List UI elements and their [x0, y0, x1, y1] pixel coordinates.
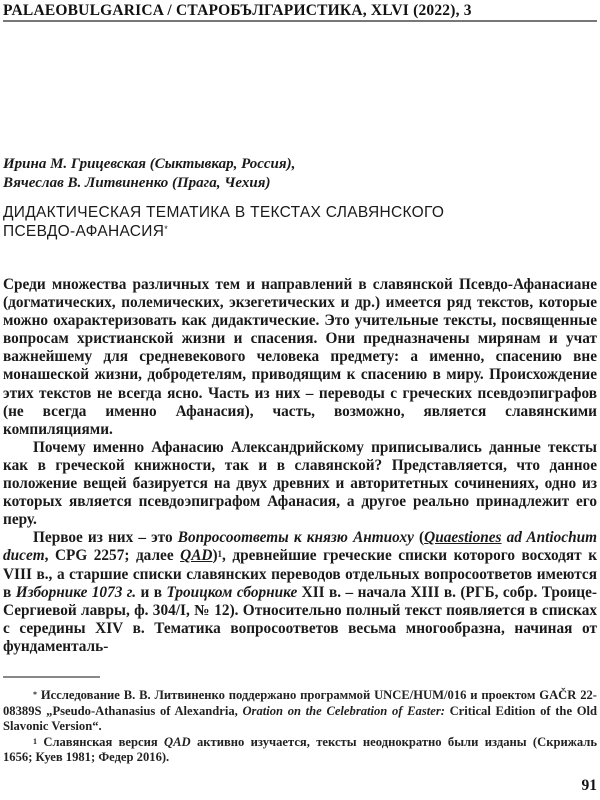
title-line-1: ДИДАКТИЧЕСКАЯ ТЕМАТИКА В ТЕКСТАХ СЛАВЯНСКОГО [3, 204, 445, 221]
footnote-mark: 1 [33, 736, 37, 746]
footnote-star [3, 688, 597, 735]
footnote-mark: * [33, 690, 37, 699]
authors-block [3, 155, 295, 193]
title-footnote-mark[interactable]: * [164, 224, 169, 234]
footnote-ref-1[interactable]: 1 [217, 549, 223, 560]
paragraph-2: Почему именно Афанасию Александрийскому приписывались данные тексты как в греческой книжности, так и в славянской? Представляется, что данное положение вещей базируется на двух древних и авторитетных сочинениях, одно из которых является псевдоэпиграфом Афанасия, а другое реально принадлежит его перу. [3, 438, 597, 529]
title-line-2 [3, 222, 444, 241]
paragraph-3 [3, 529, 597, 656]
author-1: Ирина М. Грицевская (Сыктывкар, Россия), [3, 156, 296, 172]
footnote-text: активно изучается, тексты неоднократно были изданы (Скрижаль 1656; Куев 1981; Федер 2016). [3, 734, 597, 765]
author-2: Вячеслав В. Литвиненко (Прага, Чехия) [3, 175, 271, 191]
p3-text: и в [136, 583, 167, 601]
p3-italic-title: Вопросоответы к князю Антиоху [177, 529, 414, 547]
p3-italic-latin: Quaestiones [424, 529, 502, 547]
footnote-text: Славянская версия [37, 734, 165, 749]
header-rule [3, 20, 597, 22]
p3-text: ) [212, 547, 218, 565]
footnote-text: Critical Edition of the Old Slavonic Version“. [3, 703, 597, 734]
footnote-rule [3, 676, 100, 678]
footnote-text: Исследование В. В. Литвиненко поддержано программой UNCE/HUM/016 и проектом GAČR 22-08389S „Pseudo-Athanasius of Alexandria, [3, 688, 597, 718]
p3-italic-source: Троицком сборнике [166, 583, 298, 601]
paragraph-1: Среди множества различных тем и направлений в славянской Псевдо-Афанасиане (догматических, полемических, экзегетических и др.) имеется ряд текстов, которые можно охарактеризовать как дидактические. Это учительные тексты, посвященные вопросам христианской жизни и спасения. Они предназначены мирянам и учат важнейшему для средневекового человека предмету: а именно, спасению вне монашеской жизни, добродетелям, приводящим к спасению в миру. Происхождение этих текстов не всегда ясно. Часть из них – переводы с греческих псевдоэпиграфов (не всегда именно Афанасия), часть, возможно, является славянскими компиляциями. [3, 276, 597, 438]
footnote-1 [3, 735, 597, 766]
title-line-2-text: ПСЕВДО-АФАНАСИЯ [3, 223, 165, 240]
page-number: 91 [581, 777, 597, 794]
p3-text: ( [413, 529, 425, 547]
footnote-italic: QAD [164, 734, 191, 749]
p3-text: XII в. – начала XIII в. (РГБ, собр. Троице-Сергиевой лавры, ф. 304/I, № 12). Относительно полный текст появляется в списках с середины XIV в. Тематика вопросоответов весьма многообразна, начиная от фундаменталь- [3, 583, 597, 655]
footnote-italic: Oration on the Celebration of Easter: [242, 703, 445, 718]
article-body [3, 276, 597, 656]
p3-text: , CPG 2257; далее [44, 547, 181, 565]
p3-text: Первое из них – это [33, 529, 178, 547]
article-title [3, 203, 444, 241]
footnotes [3, 688, 597, 766]
p3-italic-abbrev: QAD [180, 547, 213, 565]
p3-text: , древнейшие греческие списки которого восходят к VIII в., а старшие списки славянских переводов отдельных вопросоответов имеются в [3, 547, 598, 601]
running-head: PALAEOBULGARICA / СТАРОБЪЛГАРИСТИКА, XLVI (2022), 3 [3, 2, 472, 19]
p3-italic-latin: ad Antiochum ducem [3, 529, 597, 565]
p3-italic-source: Изборнике 1073 г. [15, 583, 137, 601]
